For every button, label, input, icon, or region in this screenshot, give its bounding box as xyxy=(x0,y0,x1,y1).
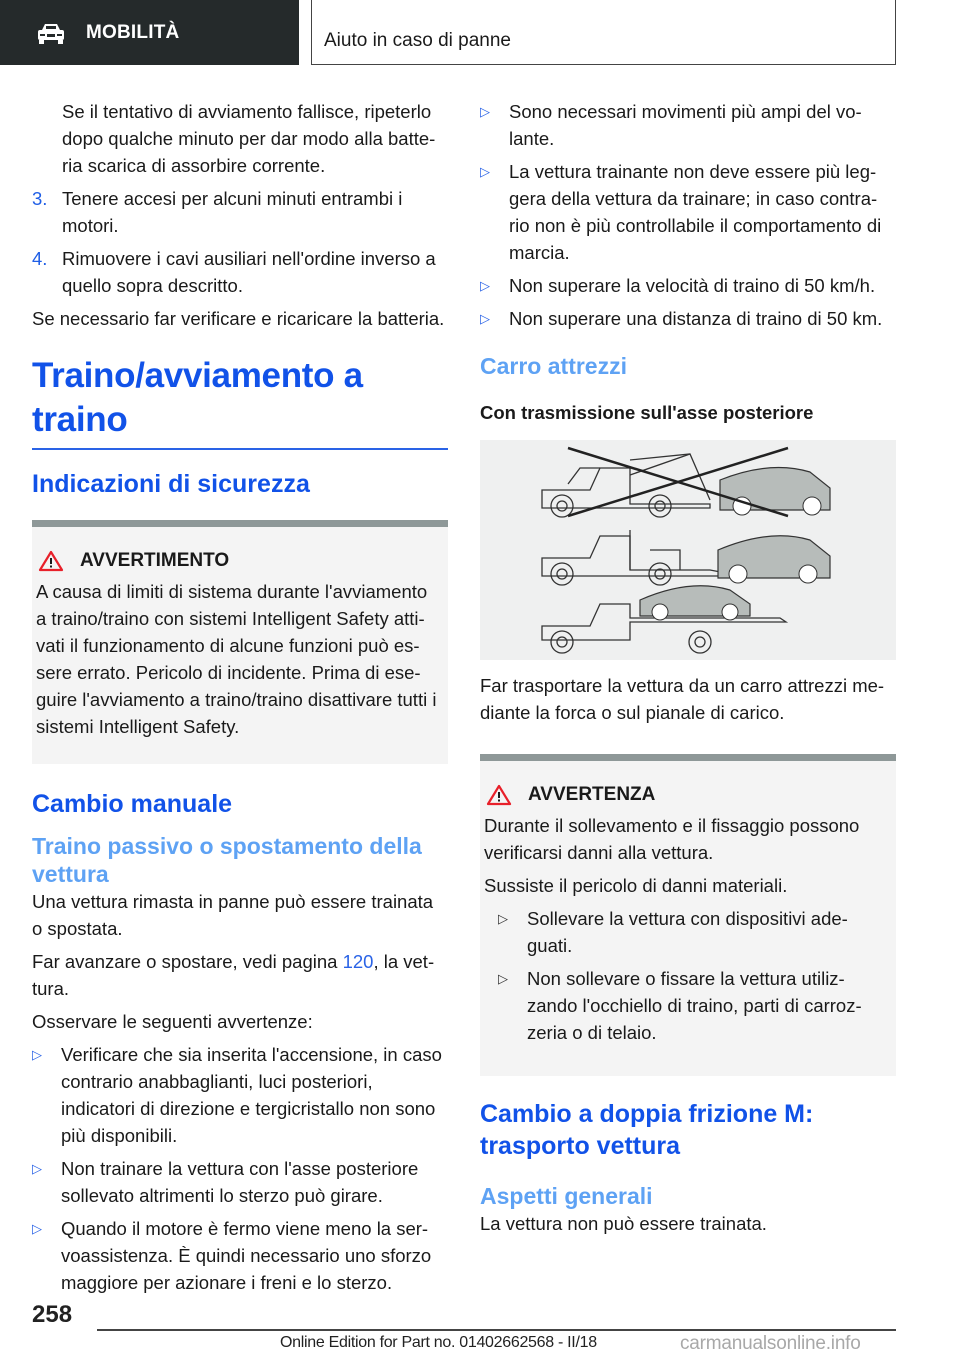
dct-heading: Cambio a doppia frizione M: trasporto vettura xyxy=(480,1100,814,1160)
bullet-item xyxy=(482,905,888,959)
chapter-label: Aiuto in caso di panne xyxy=(324,30,511,51)
car-front-icon xyxy=(36,22,66,44)
paragraph: Una vettura rimasta in panne può essere trainata o spostata. xyxy=(32,891,434,939)
step-item xyxy=(32,245,448,299)
page-link[interactable]: 120 xyxy=(342,951,374,972)
warning-box xyxy=(32,520,448,764)
bullet-item xyxy=(32,1215,448,1296)
text: Far avanzare o spostare, vedi pagina xyxy=(32,951,343,972)
footer-divider xyxy=(97,1329,896,1331)
paragraph: Osservare le seguenti avvertenze: xyxy=(32,1011,313,1032)
triangle-bullet-icon: ▷ xyxy=(32,1047,42,1062)
right-column xyxy=(480,98,896,1243)
bullet-item xyxy=(482,965,888,1046)
bullet-item xyxy=(32,1041,448,1149)
bullet-item xyxy=(480,158,896,266)
left-column xyxy=(32,98,448,1302)
warning-text: A causa di limiti di sistema durante l'avviamento a traino/traino con sistemi Intelligent Safety atti-vati il funzionamento di alcune funzioni può es-sere errato. Pericolo di incidente. Prima di ese-guire l'avviamento a traino/traino disattivare tutti i sistemi Intelligent Safety. xyxy=(36,581,437,737)
step-number: 4. xyxy=(32,248,48,269)
triangle-bullet-icon: ▷ xyxy=(480,164,490,179)
rear-axle-heading: Con trasmissione sull'asse posteriore xyxy=(480,402,814,423)
bullet-text: La vettura trainante non deve essere più leg-gera della vettura da trainare; in caso contra-rio non è più controllabile il comportamento di marcia. xyxy=(509,161,882,263)
general-heading: Aspetti generali xyxy=(480,1183,653,1209)
paragraph xyxy=(32,948,448,1002)
triangle-bullet-icon: ▷ xyxy=(32,1221,42,1236)
step-number: 3. xyxy=(32,188,48,209)
bullet-text: Non superare la velocità di traino di 50 km/h. xyxy=(509,275,876,296)
chapter-title: Traino/avviamento a traino xyxy=(32,354,448,450)
warning-text: Sussiste il pericolo di danni materiali. xyxy=(484,875,788,896)
section-tab xyxy=(0,0,299,65)
chapter-tab xyxy=(311,0,896,65)
bullet-item xyxy=(480,272,896,299)
bullet-item xyxy=(480,98,896,152)
general-paragraph: La vettura non può essere trainata. xyxy=(480,1213,767,1234)
edition-note: Online Edition for Part no. 01402662568 - II/18 xyxy=(280,1334,597,1351)
step-item xyxy=(32,185,448,239)
warning-triangle-icon xyxy=(486,784,512,806)
safety-heading: Indicazioni di sicurezza xyxy=(32,470,310,498)
triangle-bullet-icon: ▷ xyxy=(498,971,508,986)
warning-triangle-icon xyxy=(38,550,64,572)
warning-text: Durante il sollevamento e il fissaggio possono verificarsi danni alla vettura. xyxy=(484,815,860,863)
section-label: MOBILITÀ xyxy=(86,21,180,43)
step-text: Tenere accesi per alcuni minuti entrambi i motori. xyxy=(62,188,403,236)
tow-truck-drawing xyxy=(480,440,896,660)
tow-truck-paragraph: Far trasportare la vettura da un carro attrezzi me-diante la forca o sul pianale di carico. xyxy=(480,675,885,723)
manual-transmission-heading: Cambio manuale xyxy=(32,790,233,818)
tow-truck-illustration xyxy=(480,440,896,660)
triangle-bullet-icon: ▷ xyxy=(480,278,490,293)
bullet-text: Quando il motore è fermo viene meno la ser-voassistenza. È quindi necessario uno sforzo maggiore per azionare i freni e lo sterzo. xyxy=(61,1218,432,1293)
bullet-text: Non sollevare o fissare la vettura utiliz-zando l'occhiello di traino, parti di carroz-zeria o di telaio. xyxy=(527,968,862,1043)
warning-title: AVVERTENZA xyxy=(528,784,656,805)
bullet-text: Non superare una distanza di traino di 50 km. xyxy=(509,308,883,329)
intro-paragraph: Se il tentativo di avviamento fallisce, ripeterlo dopo qualche minuto per dar modo alla batte-ria scarica di assorbire corrente. xyxy=(62,101,436,176)
triangle-bullet-icon: ▷ xyxy=(32,1161,42,1176)
bullet-text: Non trainare la vettura con l'asse posteriore sollevato altrimenti lo sterzo può girare. xyxy=(61,1158,419,1206)
bullet-text: Sono necessari movimenti più ampi del vo-lante. xyxy=(509,101,862,149)
step-text: Rimuovere i cavi ausiliari nell'ordine inverso a quello sopra descritto. xyxy=(62,248,436,296)
tow-truck-heading: Carro attrezzi xyxy=(480,353,627,379)
battery-note: Se necessario far verificare e ricaricare la batteria. xyxy=(32,308,445,329)
warning-title: AVVERTIMENTO xyxy=(80,550,230,571)
bullet-item xyxy=(480,305,896,332)
triangle-bullet-icon: ▷ xyxy=(498,911,508,926)
triangle-bullet-icon: ▷ xyxy=(480,311,490,326)
watermark: carmanualsonline.info xyxy=(680,1333,861,1354)
bullet-item xyxy=(32,1155,448,1209)
text: , la vet-tura. xyxy=(32,951,435,999)
bullet-text: Verificare che sia inserita l'accensione, in caso contrario anabbaglianti, luci posteriori, indicatori di direzione e tergicristallo non sono più disponibili. xyxy=(61,1044,442,1146)
page-number: 258 xyxy=(32,1301,73,1328)
bullet-text: Sollevare la vettura con dispositivi ade-guati. xyxy=(527,908,848,956)
triangle-bullet-icon: ▷ xyxy=(480,104,490,119)
warning-box xyxy=(480,754,896,1076)
passive-towing-heading: Traino passivo o spostamento della vettura xyxy=(32,833,422,887)
